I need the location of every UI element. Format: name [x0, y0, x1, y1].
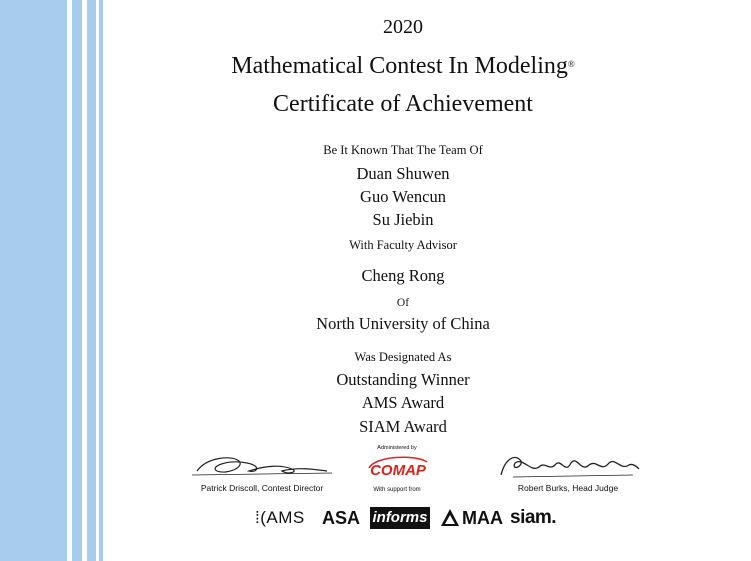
registered-mark: ®: [567, 59, 575, 69]
team-intro: Be It Known That The Team Of: [323, 143, 483, 157]
of-label: Of: [396, 297, 410, 309]
contest-director-signature: [187, 449, 337, 483]
award: AMS Award: [361, 393, 445, 412]
advisor-intro: With Faculty Advisor: [349, 238, 457, 252]
certificate-year: 2020: [383, 16, 423, 38]
team-member: Duan Shuwen: [356, 164, 450, 183]
faculty-advisor: Cheng Rong: [361, 266, 445, 285]
asa-logo: ASA: [322, 508, 361, 528]
ams-logo: [255, 508, 305, 528]
comap-logo-text: COMAP: [370, 462, 426, 479]
border-stripe: [0, 0, 67, 561]
border-stripe: [72, 0, 82, 561]
contest-name: [103, 53, 703, 80]
head-judge-signature: [493, 449, 643, 483]
certificate: [103, 0, 751, 561]
comap-logo: [365, 452, 431, 482]
decorative-border-stripes: [0, 0, 110, 561]
contest-name-text: Mathematical Contest In Modeling: [231, 53, 568, 79]
sponsor-logos: [253, 505, 573, 533]
team-member: Guo Wencun: [360, 187, 446, 206]
informs-logo: informs: [370, 507, 430, 529]
administered-by-label: Administered by: [377, 445, 417, 451]
award: Outstanding Winner: [336, 370, 470, 389]
support-from-label: With support from: [373, 487, 421, 493]
maa-logo: MAA: [462, 508, 503, 528]
head-judge-caption: Robert Burks, Head Judge: [517, 483, 619, 493]
border-stripe: [87, 0, 96, 561]
award: SIAM Award: [359, 417, 447, 436]
ams-logo-text: AMS: [266, 508, 305, 527]
institution: North University of China: [316, 314, 490, 333]
contest-director-caption: Patrick Driscoll, Contest Director: [200, 483, 324, 493]
siam-logo: siam.: [510, 507, 557, 528]
ams-bracket-icon: ⁞(: [255, 508, 267, 527]
certificate-title: Certificate of Achievement: [273, 91, 533, 117]
maa-triangle-icon: [440, 508, 460, 528]
team-member: Su Jiebin: [372, 210, 434, 229]
designation-intro: Was Designated As: [354, 350, 452, 364]
